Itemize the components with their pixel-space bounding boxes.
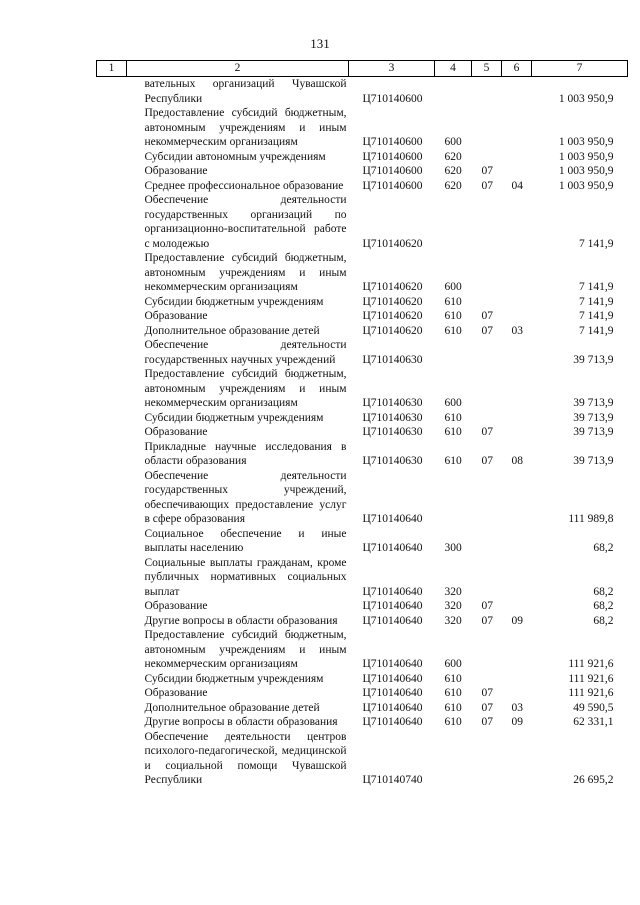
table-row <box>97 469 628 527</box>
cell-amount: 39 713,9 <box>573 411 614 424</box>
cell-rz <box>472 193 502 251</box>
table-header <box>97 61 628 77</box>
table-row <box>97 193 628 251</box>
table-row <box>97 686 628 701</box>
cell-name: Образование <box>144 687 208 699</box>
cell-name: Обеспечение деятельности государственных организаций по организационно-воспитательной работе с молодежью <box>144 194 347 250</box>
cell-name: Другие вопросы в области образования <box>144 716 338 728</box>
table-row <box>97 77 628 107</box>
cell-name: Образование <box>144 310 208 322</box>
cell-rz <box>472 77 502 107</box>
cell-vr: 600 <box>444 658 462 670</box>
cell-amount: 49 590,5 <box>573 701 614 714</box>
cell-rz: 07 <box>481 687 493 699</box>
cell-rz <box>472 672 502 687</box>
cell-code: Ц710140640 <box>362 658 423 670</box>
cell-rz: 07 <box>481 716 493 728</box>
cell-pr <box>502 686 532 701</box>
cell-rz <box>472 556 502 600</box>
cell-pr <box>502 338 532 367</box>
cell-vr: 620 <box>444 179 462 192</box>
cell-rz: 07 <box>481 614 493 627</box>
cell-vr: 610 <box>444 324 462 337</box>
cell-rz: 07 <box>481 455 493 467</box>
cell-rz <box>472 367 502 411</box>
cell-code: Ц710140600 <box>362 92 423 105</box>
cell-vr <box>435 469 472 527</box>
cell-vr <box>435 730 472 788</box>
cell-amount: 7 141,9 <box>579 310 614 322</box>
cell-code: Ц710140630 <box>362 353 423 366</box>
table-row <box>97 614 628 629</box>
cell-name: Субсидии автономным учреждениям <box>144 150 326 163</box>
table-row <box>97 338 628 367</box>
header-row <box>97 61 628 77</box>
cell-code: Ц710140640 <box>362 614 423 627</box>
cell-pr <box>502 672 532 687</box>
cell-pr <box>502 295 532 310</box>
cell-pr <box>502 150 532 165</box>
cell-pr <box>502 425 532 440</box>
cell-code: Ц710140630 <box>362 411 423 424</box>
cell-rz: 07 <box>481 165 493 177</box>
cell-code: Ц710140640 <box>362 542 423 554</box>
cell-rz <box>472 411 502 426</box>
cell-rz: 07 <box>481 310 493 322</box>
cell-vr: 610 <box>444 687 462 699</box>
cell-code: Ц710140640 <box>362 701 423 714</box>
cell-name: Образование <box>144 600 208 612</box>
table-row <box>97 411 628 426</box>
table-row <box>97 150 628 165</box>
cell-code: Ц710140640 <box>362 716 423 728</box>
cell-code: Ц710140620 <box>362 281 423 293</box>
cell-empty <box>97 527 127 556</box>
cell-code: Ц710140600 <box>362 165 423 177</box>
cell-pr: 03 <box>511 701 523 714</box>
table-row <box>97 309 628 324</box>
cell-vr: 600 <box>444 397 462 409</box>
cell-empty <box>97 556 127 600</box>
cell-empty <box>97 164 127 179</box>
cell-empty <box>97 193 127 251</box>
header-col-6: 6 <box>502 61 532 77</box>
cell-pr <box>502 599 532 614</box>
page-number: 131 <box>310 36 330 51</box>
cell-empty <box>97 440 127 469</box>
cell-amount: 7 141,9 <box>579 295 614 308</box>
cell-rz <box>472 730 502 788</box>
cell-rz <box>472 338 502 367</box>
cell-amount: 1 003 950,9 <box>558 179 614 192</box>
cell-empty <box>97 411 127 426</box>
cell-name: Предоставление субсидий бюджетным, автономным учреждениям и иным некоммерческим организациям <box>144 252 347 293</box>
cell-empty <box>97 469 127 527</box>
cell-name: вательных организаций Чувашской Республики <box>144 78 347 105</box>
cell-vr <box>435 338 472 367</box>
header-col-1: 1 <box>97 61 127 77</box>
cell-empty <box>97 106 127 150</box>
cell-name: Образование <box>144 165 208 177</box>
cell-amount: 7 141,9 <box>579 237 614 250</box>
cell-vr <box>435 77 472 107</box>
cell-name: Прикладные научные исследования в области образования <box>144 440 347 467</box>
cell-amount: 39 713,9 <box>573 353 614 366</box>
header-col-5: 5 <box>472 61 502 77</box>
cell-empty <box>97 672 127 687</box>
cell-name: Обеспечение деятельности государственных научных учреждений <box>144 339 347 366</box>
cell-code: Ц710140620 <box>362 295 423 308</box>
table-row <box>97 440 628 469</box>
cell-rz: 07 <box>481 701 493 714</box>
header-col-4: 4 <box>435 61 472 77</box>
table-row <box>97 324 628 339</box>
cell-vr: 610 <box>444 411 462 424</box>
cell-vr: 320 <box>444 600 462 612</box>
cell-amount: 1 003 950,9 <box>558 92 614 105</box>
cell-rz <box>472 295 502 310</box>
cell-rz <box>472 150 502 165</box>
cell-pr <box>502 367 532 411</box>
header-col-7: 7 <box>532 61 628 77</box>
cell-rz <box>472 106 502 150</box>
cell-pr <box>502 411 532 426</box>
cell-empty <box>97 367 127 411</box>
cell-vr: 600 <box>444 281 462 293</box>
cell-name: Социальные выплаты гражданам, кроме публичных нормативных социальных выплат <box>144 556 347 598</box>
cell-amount: 68,2 <box>593 614 614 627</box>
header-col-3: 3 <box>349 61 435 77</box>
cell-pr: 09 <box>511 614 523 627</box>
table-row <box>97 164 628 179</box>
cell-rz <box>472 469 502 527</box>
cell-amount: 1 003 950,9 <box>558 165 614 177</box>
cell-amount: 39 713,9 <box>573 426 614 438</box>
cell-code: Ц710140600 <box>362 179 423 192</box>
cell-empty <box>97 425 127 440</box>
cell-empty <box>97 730 127 788</box>
cell-pr <box>502 556 532 600</box>
table-row <box>97 527 628 556</box>
cell-pr: 09 <box>511 716 523 728</box>
cell-rz: 07 <box>481 426 493 438</box>
cell-rz: 07 <box>481 600 493 612</box>
cell-code: Ц710140630 <box>362 397 423 409</box>
table-row <box>97 295 628 310</box>
cell-empty <box>97 295 127 310</box>
cell-name: Дополнительное образование детей <box>144 701 320 714</box>
cell-amount: 7 141,9 <box>579 281 614 293</box>
cell-rz: 07 <box>481 179 493 192</box>
cell-pr <box>502 77 532 107</box>
cell-amount: 111 989,8 <box>568 513 614 525</box>
cell-amount: 68,2 <box>593 542 614 554</box>
cell-code: Ц710140740 <box>362 774 423 786</box>
cell-name: Предоставление субсидий бюджетным, автономным учреждениям и иным некоммерческим организациям <box>144 107 347 148</box>
cell-name: Субсидии бюджетным учреждениям <box>144 672 324 685</box>
cell-vr: 300 <box>444 542 462 554</box>
cell-empty <box>97 150 127 165</box>
cell-pr: 08 <box>511 455 523 467</box>
cell-code: Ц710140600 <box>362 150 423 163</box>
cell-code: Ц710140620 <box>362 237 423 250</box>
cell-code: Ц710140630 <box>362 455 423 467</box>
cell-empty <box>97 599 127 614</box>
cell-empty <box>97 179 127 194</box>
cell-code: Ц710140620 <box>362 324 423 337</box>
cell-pr <box>502 251 532 295</box>
cell-code: Ц710140640 <box>362 585 423 598</box>
cell-code: Ц710140620 <box>362 310 423 322</box>
cell-empty <box>97 251 127 295</box>
cell-amount: 62 331,1 <box>573 716 614 728</box>
cell-amount: 7 141,9 <box>579 324 614 337</box>
cell-pr <box>502 730 532 788</box>
table-row <box>97 425 628 440</box>
cell-code: Ц710140640 <box>362 687 423 699</box>
cell-name: Образование <box>144 426 208 438</box>
table-row <box>97 367 628 411</box>
cell-name: Обеспечение деятельности государственных учреждений, обеспечивающих предоставление услуг в сфере образования <box>144 469 347 525</box>
table-body <box>97 77 628 788</box>
cell-vr: 610 <box>444 672 462 685</box>
table-row <box>97 701 628 716</box>
cell-name: Субсидии бюджетным учреждениям <box>144 411 324 424</box>
cell-pr <box>502 469 532 527</box>
cell-vr: 610 <box>444 455 462 467</box>
cell-amount: 111 921,6 <box>568 687 614 699</box>
cell-name: Социальное обеспечение и иные выплаты населению <box>144 527 347 554</box>
cell-pr <box>502 628 532 672</box>
cell-code: Ц710140640 <box>362 513 423 525</box>
table-row <box>97 556 628 600</box>
cell-empty <box>97 715 127 730</box>
cell-pr <box>502 309 532 324</box>
cell-pr: 04 <box>511 179 523 192</box>
cell-amount: 26 695,2 <box>573 774 614 786</box>
cell-vr: 610 <box>444 295 462 308</box>
cell-rz <box>472 527 502 556</box>
cell-vr: 610 <box>444 310 462 322</box>
table-row <box>97 599 628 614</box>
cell-empty <box>97 614 127 629</box>
cell-rz <box>472 628 502 672</box>
cell-vr: 600 <box>444 136 462 148</box>
cell-vr: 610 <box>444 716 462 728</box>
cell-empty <box>97 309 127 324</box>
cell-vr: 620 <box>444 150 462 163</box>
table-row <box>97 628 628 672</box>
cell-amount: 68,2 <box>593 600 614 612</box>
cell-amount: 1 003 950,9 <box>558 150 614 163</box>
cell-vr: 320 <box>444 614 462 627</box>
cell-pr <box>502 193 532 251</box>
cell-code: Ц710140600 <box>362 136 423 148</box>
table-row <box>97 672 628 687</box>
cell-name: Предоставление субсидий бюджетным, автономным учреждениям и иным некоммерческим организациям <box>144 368 347 409</box>
cell-name: Предоставление субсидий бюджетным, автономным учреждениям и иным некоммерческим организациям <box>144 629 347 670</box>
cell-vr: 610 <box>444 426 462 438</box>
cell-name: Обеспечение деятельности центров психолого-педагогической, медицинской и социальной помощи Чувашской Республики <box>144 730 347 786</box>
cell-code: Ц710140640 <box>362 672 423 685</box>
table-row <box>97 251 628 295</box>
cell-vr: 620 <box>444 165 462 177</box>
cell-amount: 111 921,6 <box>568 672 614 685</box>
cell-vr <box>435 193 472 251</box>
cell-name: Среднее профессиональное образование <box>144 179 344 192</box>
cell-empty <box>97 77 127 107</box>
cell-name: Субсидии бюджетным учреждениям <box>144 295 324 308</box>
table-row <box>97 730 628 788</box>
cell-amount: 39 713,9 <box>573 455 614 467</box>
cell-amount: 111 921,6 <box>568 658 614 670</box>
cell-pr <box>502 106 532 150</box>
cell-empty <box>97 686 127 701</box>
cell-vr: 320 <box>444 585 462 598</box>
table-row <box>97 179 628 194</box>
cell-amount: 39 713,9 <box>573 397 614 409</box>
cell-amount: 1 003 950,9 <box>558 136 614 148</box>
cell-name: Другие вопросы в области образования <box>144 614 338 627</box>
cell-rz: 07 <box>481 324 493 337</box>
cell-rz <box>472 251 502 295</box>
header-col-2: 2 <box>127 61 349 77</box>
table-row <box>97 715 628 730</box>
cell-amount: 68,2 <box>593 585 614 598</box>
cell-pr <box>502 527 532 556</box>
cell-empty <box>97 628 127 672</box>
cell-vr: 610 <box>444 701 462 714</box>
budget-table <box>96 60 628 788</box>
table-row <box>97 106 628 150</box>
cell-empty <box>97 338 127 367</box>
cell-code: Ц710140640 <box>362 600 423 612</box>
cell-pr <box>502 164 532 179</box>
cell-code: Ц710140630 <box>362 426 423 438</box>
cell-pr: 03 <box>511 324 523 337</box>
cell-empty <box>97 701 127 716</box>
cell-name: Дополнительное образование детей <box>144 324 320 337</box>
cell-empty <box>97 324 127 339</box>
